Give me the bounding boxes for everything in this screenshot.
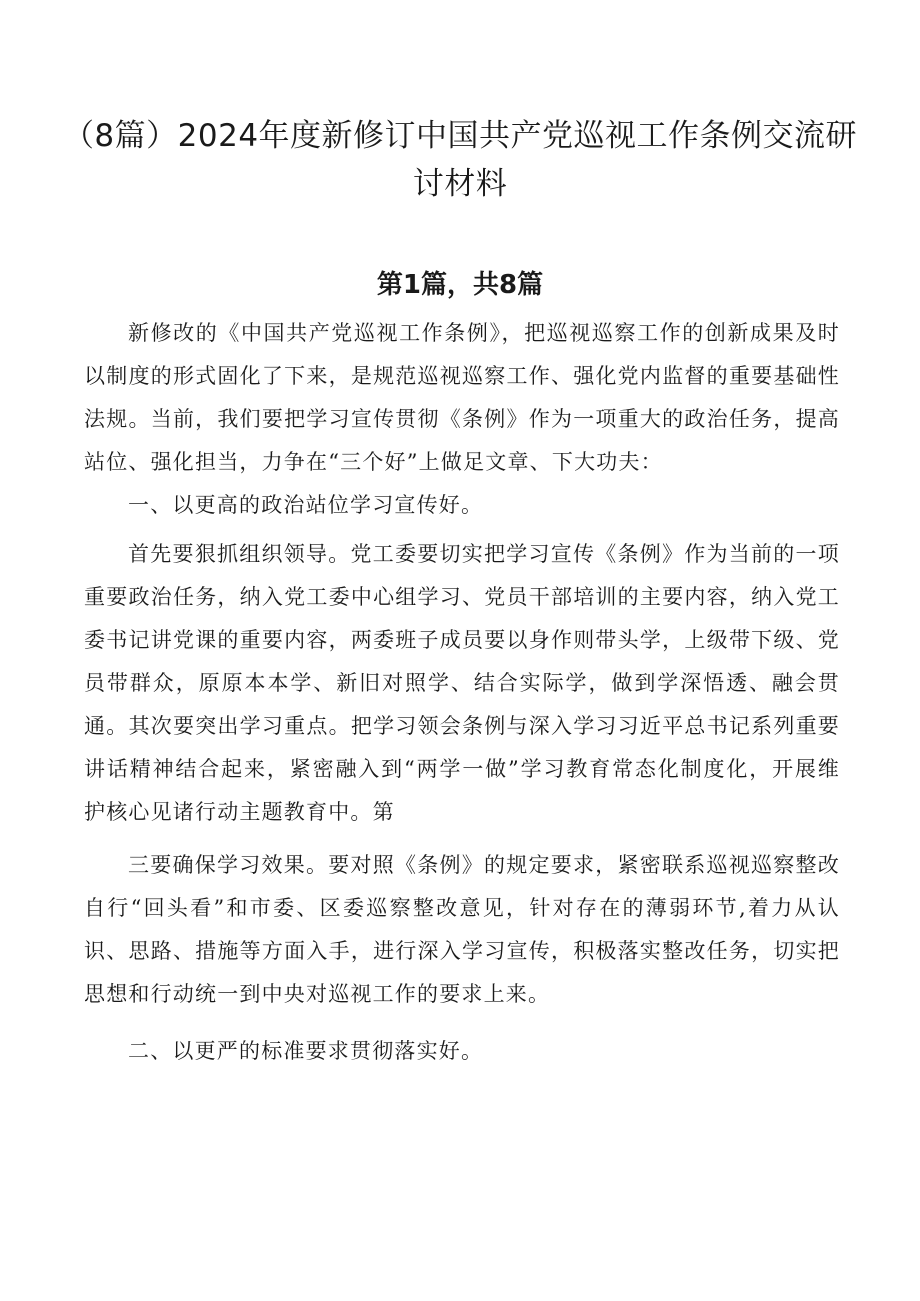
document-title: （8篇）2024年度新修订中国共产党巡视工作条例交流研讨材料	[62, 118, 858, 202]
document-body	[84, 312, 840, 1073]
section-heading: 第1篇，共8篇	[376, 270, 544, 300]
paragraph-intro: 新修改的《中国共产党巡视工作条例》，把巡视巡察工作的创新成果及时以制度的形式固化了下来，是规范巡视巡察工作、强化党内监督的重要基础性法规。当前，我们要把学习宣传贯彻《条例》作为一项重大的政治任务，提高站位、强化担当，力争在“三个好”上做足文章、下大功夫：	[84, 321, 840, 474]
subheading-two: 二、以更严的标准要求贯彻落实好。	[128, 1039, 484, 1063]
subheading-one: 一、以更高的政治站位学习宣传好。	[128, 493, 484, 517]
paragraph-effect: 三要确保学习效果。要对照《条例》的规定要求，紧密联系巡视巡察整改自行“回头看”和市委、区委巡察整改意见，针对存在的薄弱环节,着力从认识、思路、措施等方面入手，进行深入学习宣传，积极落实整改任务，切实把思想和行动统一到中央对巡视工作的要求上来。	[84, 853, 840, 1006]
paragraph-organization: 首先要狠抓组织领导。党工委要切实把学习宣传《条例》作为当前的一项重要政治任务，纳入党工委中心组学习、党员干部培训的主要内容，纳入党工委书记讲党课的重要内容，两委班子成员要以身作则带头学，上级带下级、党员带群众，原原本本学、新旧对照学、结合实际学，做到学深悟透、融会贯通。其次要突出学习重点。把学习领会条例与深入学习习近平总书记系列重要讲话精神结合起来，紧密融入到“两学一做”学习教育常态化制度化，开展维护核心见诸行动主题教育中。第	[84, 542, 840, 824]
